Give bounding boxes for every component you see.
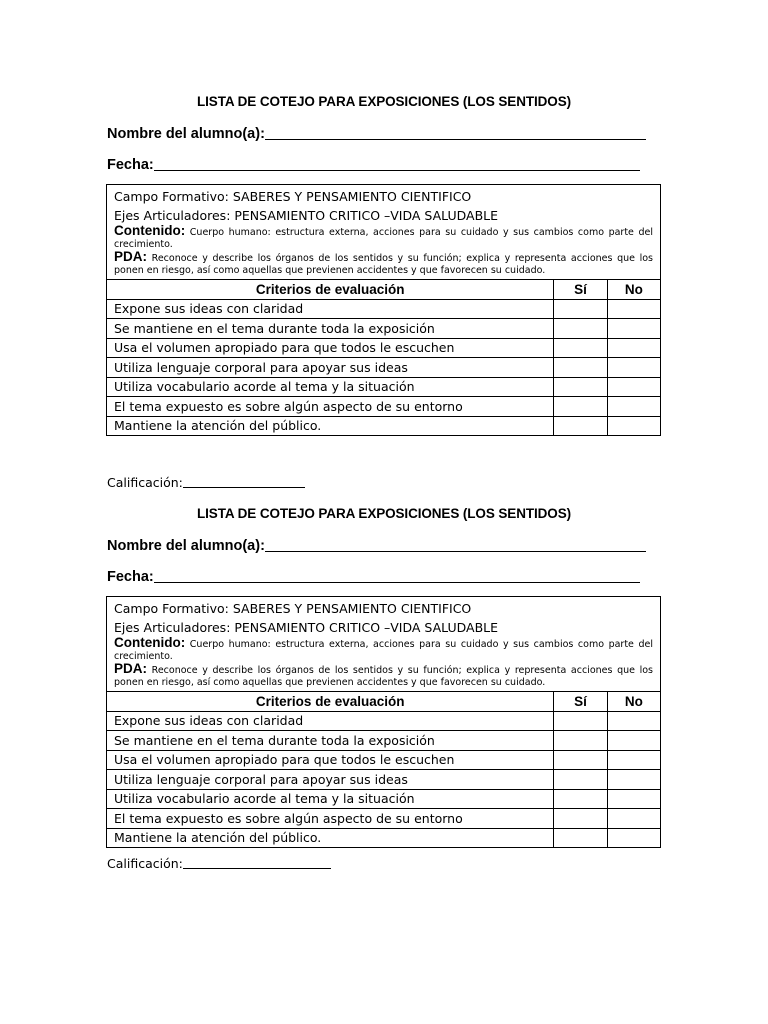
no-header: No — [607, 692, 660, 712]
si-header: Sí — [554, 280, 607, 300]
checklist-form-2 — [0, 505, 768, 871]
si-checkbox[interactable] — [554, 711, 607, 731]
si-checkbox[interactable] — [554, 416, 607, 435]
checklist-box — [106, 184, 661, 436]
no-checkbox[interactable] — [607, 397, 660, 417]
calificacion-field[interactable] — [107, 474, 305, 490]
ejes-articuladores: Ejes Articuladores: PENSAMIENTO CRITICO –VIDA SALUDABLE — [114, 208, 499, 223]
contenido-label: Contenido: — [114, 635, 186, 650]
calificacion-blank[interactable] — [183, 475, 305, 488]
si-checkbox[interactable] — [554, 731, 607, 751]
pda — [114, 663, 653, 689]
si-checkbox[interactable] — [554, 789, 607, 809]
criteria-header: Criterios de evaluación — [107, 280, 554, 300]
contenido — [114, 225, 653, 251]
checklist-box — [106, 596, 661, 848]
student-name-blank[interactable] — [265, 537, 646, 552]
calificacion-blank[interactable] — [183, 856, 331, 869]
criterion-text: El tema expuesto es sobre algún aspecto de su entorno — [107, 397, 554, 417]
si-checkbox[interactable] — [554, 358, 607, 378]
pda-text: Reconoce y describe los órganos de los sentidos y su función; explica y representa acciones que los ponen en riesgo, así como aquellas que previenen accidentes y que favorecen su cuidado. — [114, 665, 654, 688]
pda-label: PDA: — [114, 249, 147, 264]
student-name-blank[interactable] — [265, 125, 646, 140]
si-checkbox[interactable] — [554, 809, 607, 829]
campo-formativo: Campo Formativo: SABERES Y PENSAMIENTO CIENTIFICO — [114, 189, 472, 204]
info-section — [107, 597, 660, 691]
criterion-text: Utiliza lenguaje corporal para apoyar sus ideas — [107, 770, 554, 790]
pda — [114, 251, 653, 277]
no-header: No — [607, 280, 660, 300]
criterion-text: Usa el volumen apropiado para que todos le escuchen — [107, 338, 554, 358]
no-checkbox[interactable] — [607, 711, 660, 731]
criterion-text: Usa el volumen apropiado para que todos le escuchen — [107, 750, 554, 770]
date-field[interactable] — [107, 154, 640, 173]
no-checkbox[interactable] — [607, 319, 660, 339]
table-row — [107, 809, 660, 829]
no-checkbox[interactable] — [607, 338, 660, 358]
table-row — [107, 358, 660, 378]
criterion-text: Utiliza lenguaje corporal para apoyar sus ideas — [107, 358, 554, 378]
table-row — [107, 319, 660, 339]
criterion-text: Mantiene la atención del público. — [107, 828, 554, 847]
student-name-field[interactable] — [107, 123, 646, 142]
pda-text: Reconoce y describe los órganos de los sentidos y su función; explica y representa acciones que los ponen en riesgo, así como aquellas que previenen accidentes y que favorecen su cuidado. — [114, 253, 654, 276]
table-row — [107, 338, 660, 358]
table-row — [107, 750, 660, 770]
no-checkbox[interactable] — [607, 750, 660, 770]
criterion-text: El tema expuesto es sobre algún aspecto de su entorno — [107, 809, 554, 829]
student-name-label: Nombre del alumno(a): — [107, 126, 265, 142]
form-title: LISTA DE COTEJO PARA EXPOSICIONES (LOS SENTIDOS) — [197, 506, 571, 521]
si-checkbox[interactable] — [554, 770, 607, 790]
no-checkbox[interactable] — [607, 299, 660, 319]
date-blank[interactable] — [154, 156, 640, 171]
table-row — [107, 711, 660, 731]
campo-formativo: Campo Formativo: SABERES Y PENSAMIENTO CIENTIFICO — [114, 601, 472, 616]
criterion-text: Expone sus ideas con claridad — [107, 299, 554, 319]
si-header: Sí — [554, 692, 607, 712]
no-checkbox[interactable] — [607, 789, 660, 809]
no-checkbox[interactable] — [607, 809, 660, 829]
ejes-articuladores: Ejes Articuladores: PENSAMIENTO CRITICO –VIDA SALUDABLE — [114, 620, 499, 635]
criterion-text: Se mantiene en el tema durante toda la exposición — [107, 319, 554, 339]
si-checkbox[interactable] — [554, 828, 607, 847]
student-name-field[interactable] — [107, 535, 646, 554]
date-blank[interactable] — [154, 568, 640, 583]
no-checkbox[interactable] — [607, 377, 660, 397]
date-field[interactable] — [107, 566, 640, 585]
no-checkbox[interactable] — [607, 731, 660, 751]
contenido — [114, 637, 653, 663]
contenido-text: Cuerpo humano: estructura externa, acciones para su cuidado y sus cambios como parte del crecimiento. — [114, 227, 653, 250]
criterion-text: Se mantiene en el tema durante toda la exposición — [107, 731, 554, 751]
table-header-row — [107, 280, 660, 300]
criteria-table — [107, 279, 660, 435]
table-row — [107, 731, 660, 751]
criterion-text: Utiliza vocabulario acorde al tema y la situación — [107, 377, 554, 397]
si-checkbox[interactable] — [554, 338, 607, 358]
si-checkbox[interactable] — [554, 377, 607, 397]
info-section — [107, 185, 660, 279]
date-label: Fecha: — [107, 157, 154, 173]
si-checkbox[interactable] — [554, 319, 607, 339]
form-title: LISTA DE COTEJO PARA EXPOSICIONES (LOS SENTIDOS) — [197, 94, 571, 109]
no-checkbox[interactable] — [607, 416, 660, 435]
criterion-text: Utiliza vocabulario acorde al tema y la situación — [107, 789, 554, 809]
calificacion-label: Calificación: — [107, 856, 183, 871]
no-checkbox[interactable] — [607, 828, 660, 847]
criterion-text: Expone sus ideas con claridad — [107, 711, 554, 731]
table-row — [107, 789, 660, 809]
si-checkbox[interactable] — [554, 299, 607, 319]
contenido-text: Cuerpo humano: estructura externa, acciones para su cuidado y sus cambios como parte del crecimiento. — [114, 639, 653, 662]
criteria-table — [107, 691, 660, 847]
table-header-row — [107, 692, 660, 712]
date-label: Fecha: — [107, 569, 154, 585]
table-row — [107, 299, 660, 319]
si-checkbox[interactable] — [554, 397, 607, 417]
criterion-text: Mantiene la atención del público. — [107, 416, 554, 435]
contenido-label: Contenido: — [114, 223, 186, 238]
table-row — [107, 770, 660, 790]
table-row — [107, 828, 660, 847]
si-checkbox[interactable] — [554, 750, 607, 770]
table-row — [107, 377, 660, 397]
pda-label: PDA: — [114, 661, 147, 676]
no-checkbox[interactable] — [607, 770, 660, 790]
calificacion-label: Calificación: — [107, 475, 183, 490]
table-row — [107, 416, 660, 435]
checklist-form-1 — [0, 93, 768, 490]
student-name-label: Nombre del alumno(a): — [107, 538, 265, 554]
calificacion-field[interactable] — [107, 855, 331, 871]
criteria-header: Criterios de evaluación — [107, 692, 554, 712]
table-row — [107, 397, 660, 417]
no-checkbox[interactable] — [607, 358, 660, 378]
